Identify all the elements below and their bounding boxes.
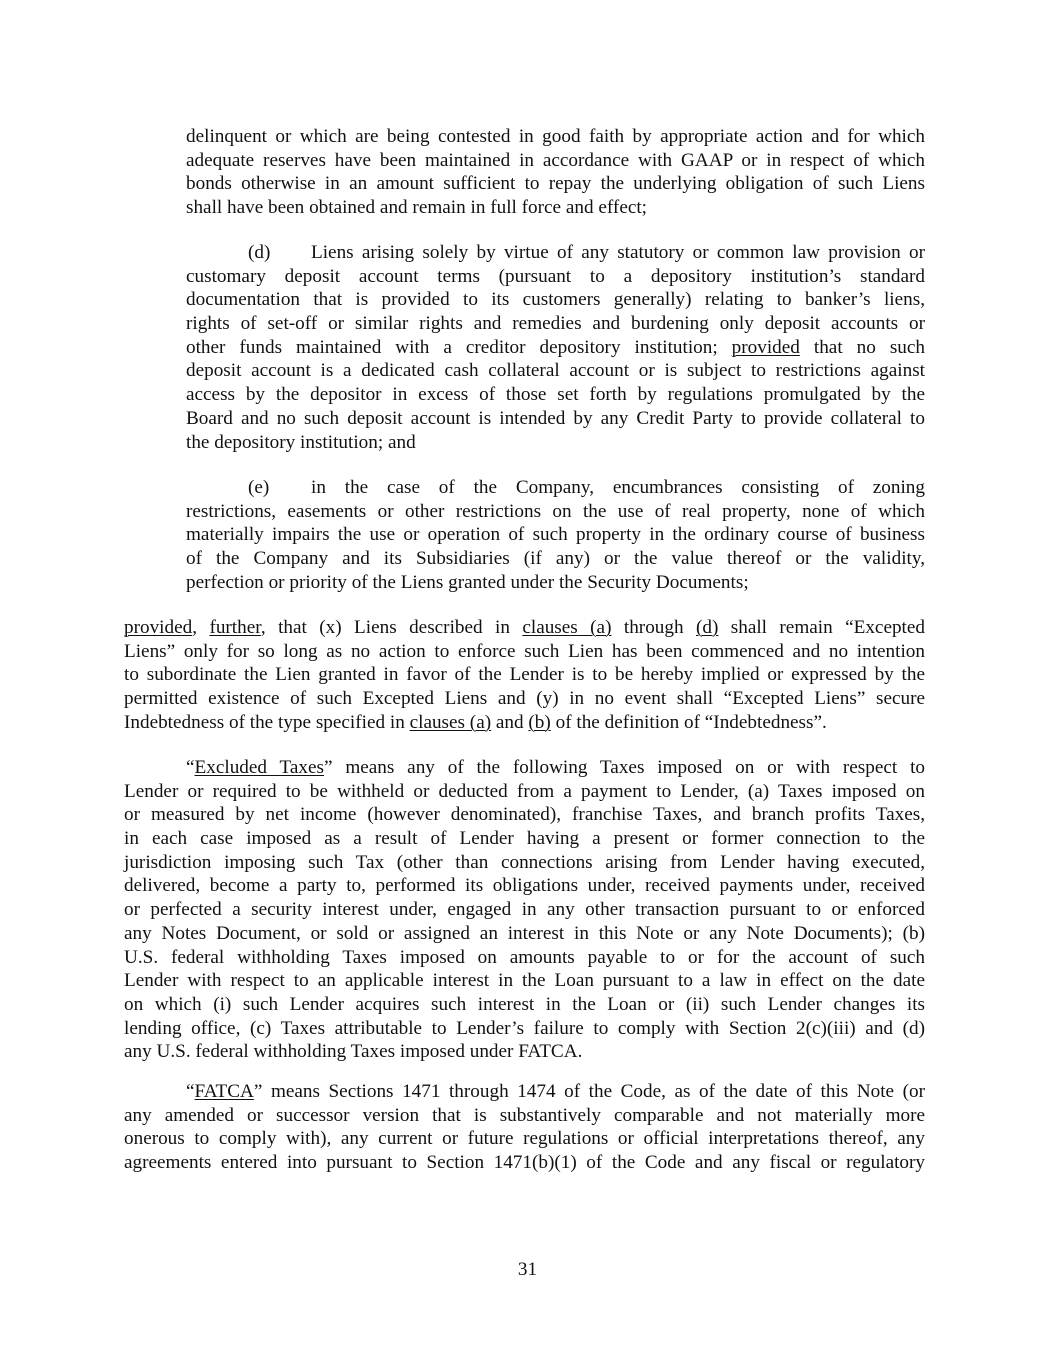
text-span: ” means Sections 1471 through 1474 of the Code, as of the date of this Note (or <box>253 1081 925 1102</box>
text-line <box>186 336 925 360</box>
text-span: , <box>192 617 210 638</box>
defined-term-excluded-taxes: Excluded Taxes <box>194 757 324 778</box>
text-span: “ <box>186 1081 195 1102</box>
excluded-taxes-definition <box>124 756 925 1064</box>
text-line: access by the depositor in excess of those set forth by regulations promulgated by the <box>186 384 925 406</box>
text-line: Lender with respect to an applicable interest in the Loan pursuant to a law in effect on the date <box>124 970 925 992</box>
text-line: any U.S. federal withholding Taxes imposed under FATCA. <box>124 1041 583 1063</box>
text-line: in each case imposed as a result of Lender having a present or former connection to the <box>124 828 925 850</box>
clause-e-first-line <box>186 476 925 500</box>
clause-e-label: (e) <box>248 477 270 498</box>
text-line: Lender or required to be withheld or deducted from a payment to Lender, (a) Taxes imposed on <box>124 780 925 802</box>
clause-e-paragraph <box>186 476 925 594</box>
text-line: adequate reserves have been maintained in accordance with GAAP or in respect of which <box>186 149 925 171</box>
text-line: delinquent or which are being contested in good faith by appropriate action and for which <box>186 126 925 147</box>
clause-d-first-line <box>186 241 925 265</box>
text-span: , that (x) Liens described in <box>260 617 523 638</box>
text-line: or perfected a security interest under, engaged in any other transaction pursuant to or enforced <box>124 899 925 921</box>
text-span: Indebtedness of the type specified in <box>124 711 410 733</box>
text-line <box>124 616 925 640</box>
clause-reference: clauses (a) <box>409 711 492 733</box>
text-span: shall remain “Excepted <box>718 617 925 638</box>
text-line: agreements entered into pursuant to Section 1471(b)(1) of the Code and any fiscal or regulatory <box>124 1152 925 1174</box>
text-line: shall have been obtained and remain in full force and effect; <box>186 197 648 219</box>
clause-reference: (b) <box>528 711 551 733</box>
text-span: ” means any of the following Taxes imposed on or with respect to <box>323 757 925 778</box>
text-span: “ <box>186 757 195 778</box>
text-line: delivered, become a party to, performed its obligations under, received payments under, received <box>124 875 925 897</box>
text-line <box>124 1080 925 1104</box>
provided-term: provided <box>731 336 800 358</box>
further-term: further <box>209 617 261 638</box>
defined-term-fatca: FATCA <box>194 1081 254 1102</box>
text-line: deposit account is a dedicated cash collateral account or is subject to restrictions against <box>186 360 925 382</box>
fatca-definition <box>124 1080 925 1175</box>
text-line: rights of set-off or similar rights and remedies and burdening only deposit accounts or <box>186 313 925 335</box>
text-span: of the definition of “Indebtedness”. <box>550 711 827 733</box>
provided-term: provided <box>124 617 193 638</box>
continuation-paragraph <box>186 125 925 220</box>
clause-d-paragraph <box>186 241 925 454</box>
text-line: permitted existence of such Excepted Liens and (y) in no event shall “Excepted Liens” secure <box>124 688 925 710</box>
text-line: onerous to comply with), any current or future regulations or official interpretations thereof, any <box>124 1128 925 1150</box>
text-line: lending office, (c) Taxes attributable to Lender’s failure to comply with Section 2(c)(iii) and (d) <box>124 1017 925 1039</box>
text-line: any Notes Document, or sold or assigned an interest in this Note or any Note Documents); (b) <box>124 922 925 944</box>
text-line: Liens” only for so long as no action to enforce such Lien has been commenced and no intention <box>124 640 925 662</box>
text-line: customary deposit account terms (pursuant to a depository institution’s standard <box>186 265 925 287</box>
text-span: other funds maintained with a creditor depository institution; <box>186 336 732 358</box>
text-line: any amended or successor version that is substantively comparable and not materially more <box>124 1104 925 1126</box>
proviso-paragraph <box>124 616 925 734</box>
text-line: Board and no such deposit account is intended by any Credit Party to provide collateral to <box>186 407 925 429</box>
text-line: the depository institution; and <box>186 431 416 453</box>
clause-reference: (d) <box>695 617 719 638</box>
text-line: to subordinate the Lien granted in favor of the Lender is to be hereby implied or expressed by the <box>124 664 925 686</box>
text-line <box>124 756 925 780</box>
text-line: or measured by net income (however denominated), franchise Taxes, and branch profits Taxes, <box>124 804 925 826</box>
text-line: bonds otherwise in an amount sufficient to repay the underlying obligation of such Liens <box>186 173 925 195</box>
text-line: on which (i) such Lender acquires such interest in the Loan or (ii) such Lender changes its <box>124 993 925 1015</box>
text-line: jurisdiction imposing such Tax (other than connections arising from Lender having executed, <box>124 851 925 873</box>
text-line <box>124 711 925 735</box>
text-span: that no such <box>799 336 925 358</box>
text-line: materially impairs the use or operation of such property in the ordinary course of business <box>186 524 925 546</box>
text-line: U.S. federal withholding Taxes imposed on amounts payable to or for the account of such <box>124 946 925 968</box>
page-number: 31 <box>517 1259 538 1280</box>
clause-d-label: (d) <box>248 242 271 263</box>
text-span: through <box>611 617 696 638</box>
clause-reference: clauses (a) <box>522 617 612 638</box>
text-line: perfection or priority of the Liens granted under the Security Documents; <box>186 571 749 593</box>
text-line: restrictions, easements or other restrictions on the use of real property, none of which <box>186 500 925 522</box>
clause-e-first-line-text: in the case of the Company, encumbrances consisting of zoning <box>311 477 925 498</box>
text-line: documentation that is provided to its customers generally) relating to banker’s liens, <box>186 289 925 311</box>
text-span: and <box>491 711 529 733</box>
text-line: of the Company and its Subsidiaries (if any) or the value thereof or the validity, <box>186 548 925 570</box>
clause-d-first-line-text: Liens arising solely by virtue of any statutory or common law provision or <box>311 242 925 263</box>
